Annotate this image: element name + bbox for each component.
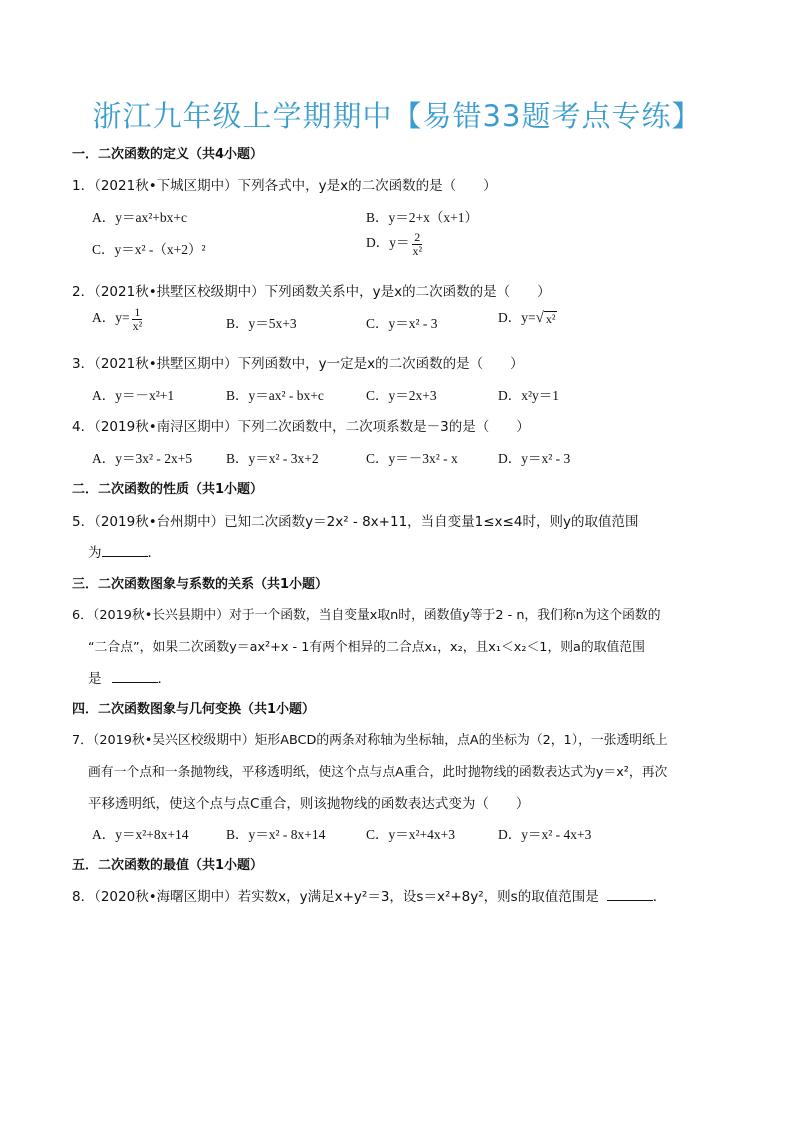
question-4-option-c: C．y＝－3x² - x xyxy=(366,451,458,466)
square-root xyxy=(536,310,558,327)
question-8-suffix: ． xyxy=(652,889,667,905)
fraction-numerator: 1 xyxy=(134,305,141,319)
question-8-text: 8．（2020秋•海曙区期中）若实数x，y满足x+y²＝3，设s＝x²+8y²，则s的取值范围是 xyxy=(72,889,599,905)
page-title: 浙江九年级上学期期中【易错33题考点专练】 xyxy=(92,99,702,133)
section-heading-3: 三．二次函数图象与系数的关系（共1小题） xyxy=(72,577,329,592)
question-4-option-a: A．y＝3x² - 2x+5 xyxy=(92,451,193,466)
answer-blank xyxy=(607,890,653,901)
question-3-option-d: D．x²y＝1 xyxy=(498,388,560,403)
question-5-line-1: 5．（2019秋•台州期中）已知二次函数y＝2x² - 8x+11，当自变量1≤x≤4时，则y的取值范围 xyxy=(72,514,639,530)
question-2-option-a-prefix: A． xyxy=(92,310,116,326)
radical-sign-icon: √ xyxy=(535,310,544,327)
question-7-option-d: D．y＝x² - 4x+3 xyxy=(498,827,592,842)
question-2-option-a xyxy=(92,306,145,332)
section-heading-4: 四．二次函数图象与几何变换（共1小题） xyxy=(72,702,316,717)
question-2-option-b: B．y＝5x+3 xyxy=(226,316,297,331)
question-7-line-2: 画有一个点和一条抛物线，平移透明纸，使这个点与点A重合，此时抛物线的函数表达式为y＝x²，再次 xyxy=(88,765,668,780)
question-1-option-b: B．y＝2+x（x+1） xyxy=(366,210,478,225)
fraction-numerator: 2 xyxy=(414,230,421,244)
fraction-denominator: x² xyxy=(132,318,143,333)
answer-blank xyxy=(112,672,158,683)
question-7-option-a: A．y＝x²+8x+14 xyxy=(92,827,189,842)
answer-blank xyxy=(102,546,148,557)
question-4-option-d: D．y＝x² - 3 xyxy=(498,451,571,466)
radicand: x² xyxy=(545,312,556,327)
question-5-prefix: 为 xyxy=(88,545,102,561)
question-6-line-3 xyxy=(88,667,171,687)
section-heading-2: 二．二次函数的性质（共1小题） xyxy=(72,482,264,497)
question-7-line-3: 平移透明纸，使这个点与点C重合，则该抛物线的函数表达式变为（ ） xyxy=(88,796,530,812)
question-5-suffix: ． xyxy=(147,545,161,561)
question-3-option-c: C．y＝2x+3 xyxy=(366,388,437,403)
question-3-stem: 3．（2021秋•拱墅区期中）下列函数中，y一定是x的二次函数的是（ ） xyxy=(72,356,524,372)
question-3-option-b: B．y＝ax² - bx+c xyxy=(226,388,324,403)
question-1-option-d xyxy=(366,231,425,257)
question-1-stem: 1．（2021秋•下城区期中）下列各式中，y是x的二次函数的是（ ） xyxy=(72,178,497,194)
question-1-option-a: A．y＝ax²+bx+c xyxy=(92,210,188,225)
question-2-option-a-lhs: y= xyxy=(115,310,130,326)
question-6-suffix: ． xyxy=(157,671,171,687)
question-4-option-b: B．y＝x² - 3x+2 xyxy=(226,451,319,466)
question-6-prefix: 是 xyxy=(88,671,102,687)
question-1-option-d-prefix: D．y＝ xyxy=(366,235,410,251)
question-2-stem: 2．（2021秋•拱墅区校级期中）下列函数关系中，y是x的二次函数的是（ ） xyxy=(72,284,551,300)
question-6-line-1: 6．（2019秋•长兴县期中）对于一个函数，当自变量x取n时，函数值y等于2 - n，我们称n为这个函数的 xyxy=(72,608,661,623)
question-2-option-c: C．y＝x² - 3 xyxy=(366,316,438,331)
question-7-option-b: B．y＝x² - 8x+14 xyxy=(226,827,326,842)
question-7-option-c: C．y＝x²+4x+3 xyxy=(366,827,456,842)
question-2-option-d-prefix: D． xyxy=(498,310,522,325)
question-6-line-2: “二合点”，如果二次函数y＝ax²+x - 1有两个相异的二合点x₁，x₂，且x₁＜x₂＜1，则a的取值范围 xyxy=(88,640,645,655)
question-5-line-2 xyxy=(88,541,161,561)
fraction-denominator: x² xyxy=(412,243,423,258)
question-4-stem: 4．（2019秋•南浔区期中）下列二次函数中，二次项系数是－3的是（ ） xyxy=(72,419,530,435)
fraction xyxy=(411,231,425,257)
question-2-option-d-lhs: y= xyxy=(521,310,536,325)
question-3-option-a: A．y＝－x²+1 xyxy=(92,388,175,403)
question-8-line-1 xyxy=(72,885,666,905)
fraction xyxy=(131,306,145,332)
section-heading-5: 五．二次函数的最值（共1小题） xyxy=(72,858,264,873)
question-7-line-1: 7．（2019秋•吴兴区校级期中）矩形ABCD的两条对称轴为坐标轴，点A的坐标为（2，1），一张透明纸上 xyxy=(72,733,668,748)
question-1-option-c: C．y＝x² -（x+2）² xyxy=(92,242,206,257)
section-heading-1: 一．二次函数的定义（共4小题） xyxy=(72,147,264,162)
question-2-option-d xyxy=(498,306,557,327)
